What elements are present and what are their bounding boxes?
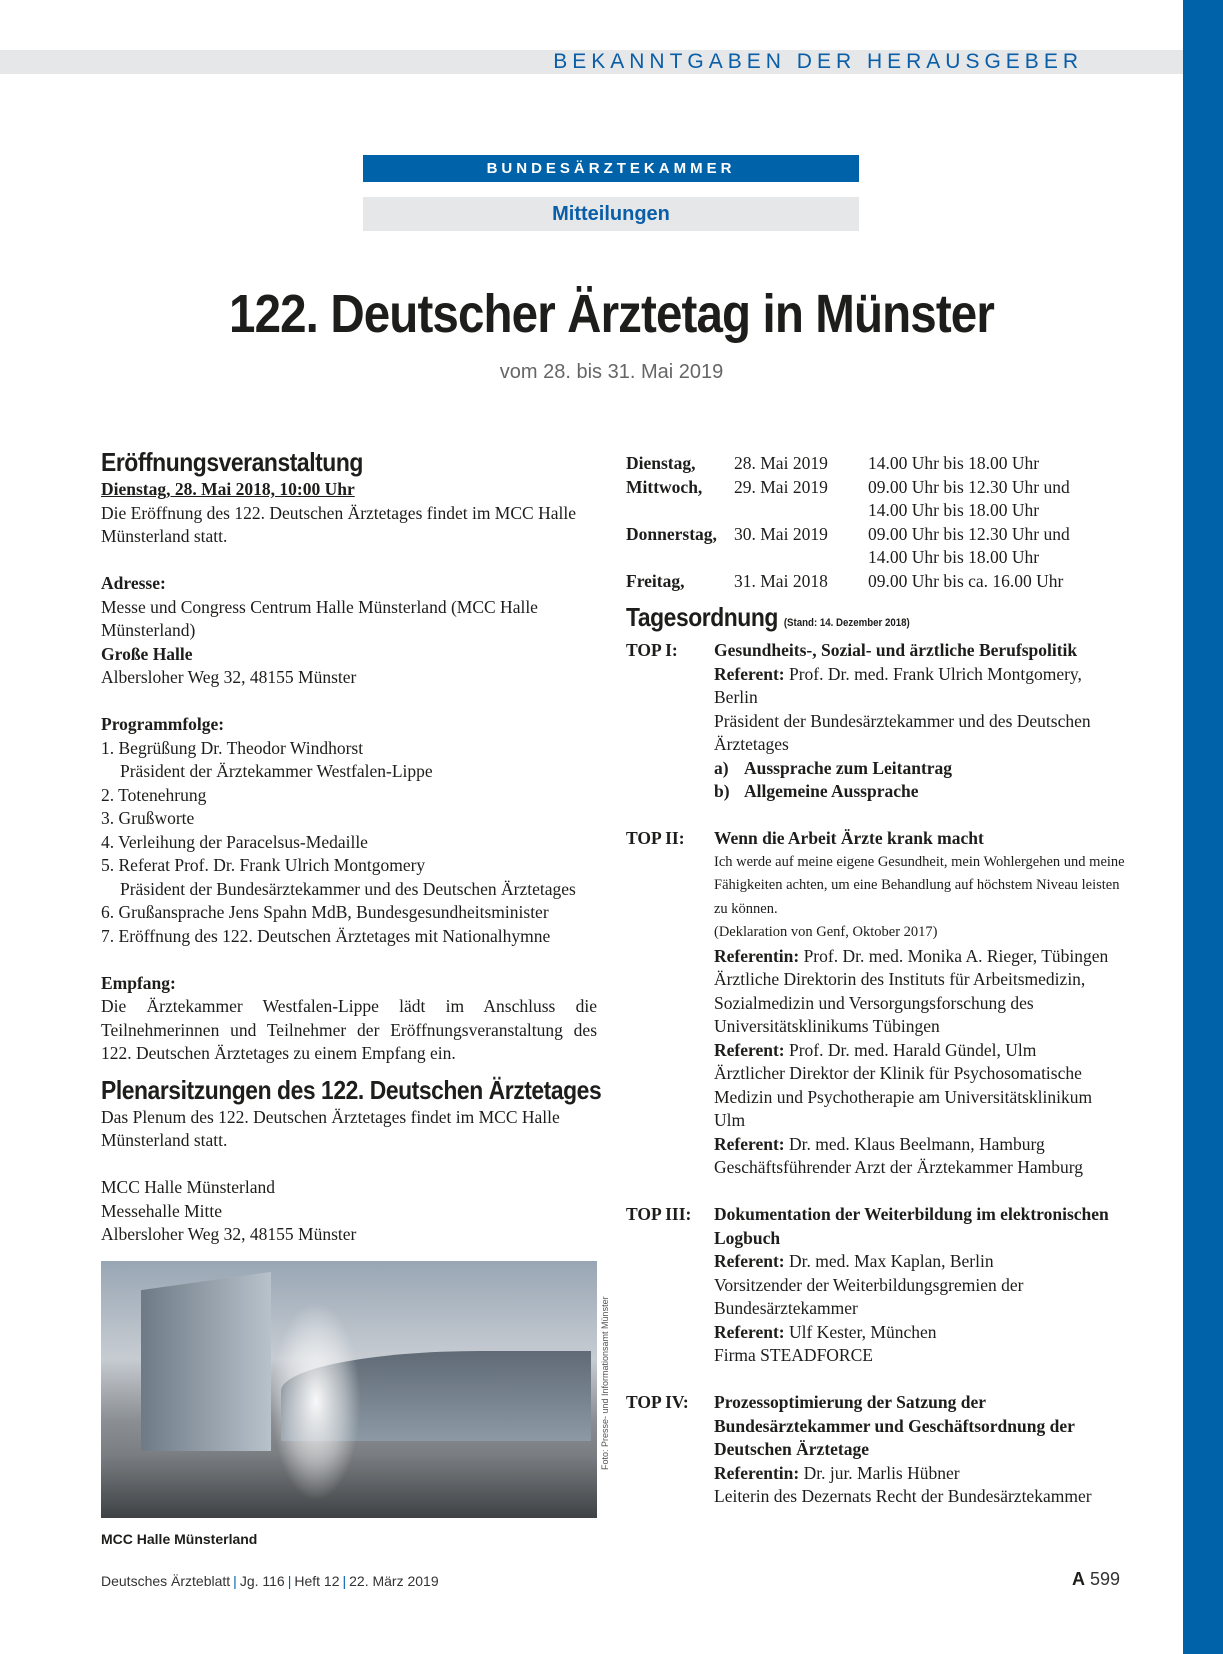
program-item: 1. Begrüßung Dr. Theodor Windhorst <box>101 737 364 758</box>
agenda-top-2: TOP II: Wenn die Arbeit Ärzte krank macht Ich werde auf meine eigene Gesundheit, mein Wohlergehen und meine Fähigkeiten achten, um eine Behandlung auf höchstem Niveau leisten zu können. (Deklaration von Genf, Oktober 2017) Referentin: Prof. Dr. med. Monika A. Rieger, Tübingen Ärztliche Direktorin des Instituts für Arbeitsmedizin, Sozialmedizin und Versorgungsforschung des Universitätsklinikums Tübingen Referent: Prof. Dr. med. Harald Gündel, Ulm Ärztlicher Direktor der Klinik für Psychosomatische Medizin und Psychotherapie am Universitätsklinikum Ulm Referent: Dr. med. Klaus Beelmann, Hamburg Geschäftsführender Arzt der Ärztekammer Hamburg <box>626 828 1125 1177</box>
agenda-top-1: TOP I: Gesundheits-, Sozial- und ärztliche Berufspolitik Referent: Prof. Dr. med. Frank Ulrich Montgomery, Berlin Präsident der Bundesärztekammer und des Deutschen Ärztetages a) Aussprache zum Leitantrag b) Allgemeine Aussprache <box>626 640 1091 801</box>
reception-label: Empfang: <box>101 972 176 993</box>
left-column <box>101 446 602 1551</box>
right-edge-stripe <box>1183 0 1223 1654</box>
program-item: 2. Totenehrung <box>101 784 207 805</box>
opening-heading: Eröffnungsveranstaltung <box>101 447 363 477</box>
program-label: Programmfolge: <box>101 714 225 734</box>
address-hall: Große Halle <box>101 643 193 664</box>
program-item: 7. Eröffnung des 122. Deutschen Ärztetages mit Nationalhymne <box>101 925 551 946</box>
agenda-top-4: TOP IV: Prozessoptimierung der Satzung der Bundesärztekammer und Geschäftsordnung der Deutschen Ärztetage Referentin: Dr. jur. Marlis Hübner Leiterin des Dezernats Recht der Bundesärztekammer <box>626 1392 1092 1506</box>
venue-photo <box>101 1261 597 1518</box>
agenda-stand: (Stand: 14. Dezember 2018) <box>783 617 910 629</box>
program-item: 5. Referat Prof. Dr. Frank Ulrich Montgomery <box>101 855 426 875</box>
address-street: Albersloher Weg 32, 48155 Münster <box>101 667 357 687</box>
plenary-intro: Das Plenum des 122. Deutschen Ärztetages findet im MCC Halle Münsterland statt. <box>101 1106 560 1150</box>
program-item: 3. Grußworte <box>101 808 195 828</box>
photo-caption: MCC Halle Münsterland <box>101 1530 258 1547</box>
table-row: Freitag, 31. Mai 2018 09.00 Uhr bis ca. 16.00 Uhr <box>626 570 1064 591</box>
type-label: Mitteilungen <box>363 197 859 231</box>
footer-citation: Deutsches Ärzteblatt | Jg. 116 | Heft 12 | 22. März 2019 <box>101 1573 439 1589</box>
table-row: Dienstag, 28. Mai 2019 14.00 Uhr bis 18.00 Uhr <box>626 453 1040 473</box>
program-item: 6. Grußansprache Jens Spahn MdB, Bundesgesundheitsminister <box>101 902 549 922</box>
header-bar <box>0 50 1183 74</box>
right-column <box>626 452 1126 1509</box>
page-number: A 599 <box>1071 1569 1120 1589</box>
page-title: 122. Deutscher Ärztetag in Münster <box>229 284 994 344</box>
agenda-top-3: TOP III: Dokumentation der Weiterbildung im elektronischen Logbuch Referent: Dr. med. Max Kaplan, Berlin Vorsitzender der Weiterbildungsgremien der Bundesärztekammer Referent: Ulf Kester, München Firma STEADFORCE <box>626 1204 1109 1365</box>
plenary-heading: Plenarsitzungen des 122. Deutschen Ärztetages <box>101 1074 602 1105</box>
schedule-table <box>626 452 1070 593</box>
venue-line: Albersloher Weg 32, 48155 Münster <box>101 1224 357 1244</box>
agenda-heading: Tagesordnung (Stand: 14. Dezember 2018) <box>626 602 910 632</box>
program-item-sub: Präsident der Ärztekammer Westfalen-Lippe <box>120 761 433 781</box>
address-line: Messe und Congress Centrum Halle Münsterland (MCC Halle Münsterland) <box>101 596 538 640</box>
address-label: Adresse: <box>101 573 166 593</box>
venue-line: MCC Halle Münsterland <box>101 1177 276 1197</box>
opening-date: Dienstag, 28. Mai 2018, 10:00 Uhr <box>101 479 355 499</box>
opening-intro: Die Eröffnung des 122. Deutschen Ärztetages findet im MCC Halle Münsterland statt. <box>101 502 576 546</box>
section-header: BEKANNTGABEN DER HERAUSGEBER <box>553 50 1083 73</box>
table-row: Donnerstag, 30. Mai 2019 09.00 Uhr bis 12.30 Uhr und 14.00 Uhr bis 18.00 Uhr <box>626 523 1070 567</box>
table-row: Mittwoch, 29. Mai 2019 09.00 Uhr bis 12.30 Uhr und 14.00 Uhr bis 18.00 Uhr <box>626 476 1070 520</box>
program-item: 4. Verleihung der Paracelsus-Medaille <box>101 831 368 852</box>
photo-credit: Foto: Presse- und Informationsamt Münster <box>600 1296 610 1470</box>
page-subtitle: vom 28. bis 31. Mai 2019 <box>499 361 724 383</box>
reception-text: Die Ärztekammer Westfalen-Lippe lädt im Anschluss die Teilnehmerinnen und Teilnehmer der Eröffnungsveranstaltung des 122. Deutschen Ärztetages zu einem Empfang ein. <box>101 996 597 1063</box>
venue-line: Messehalle Mitte <box>101 1200 223 1221</box>
program-item-sub: Präsident der Bundesärztekammer und des Deutschen Ärztetages <box>120 878 576 899</box>
program-list <box>101 737 597 949</box>
org-label: BUNDESÄRZTEKAMMER <box>363 155 859 182</box>
